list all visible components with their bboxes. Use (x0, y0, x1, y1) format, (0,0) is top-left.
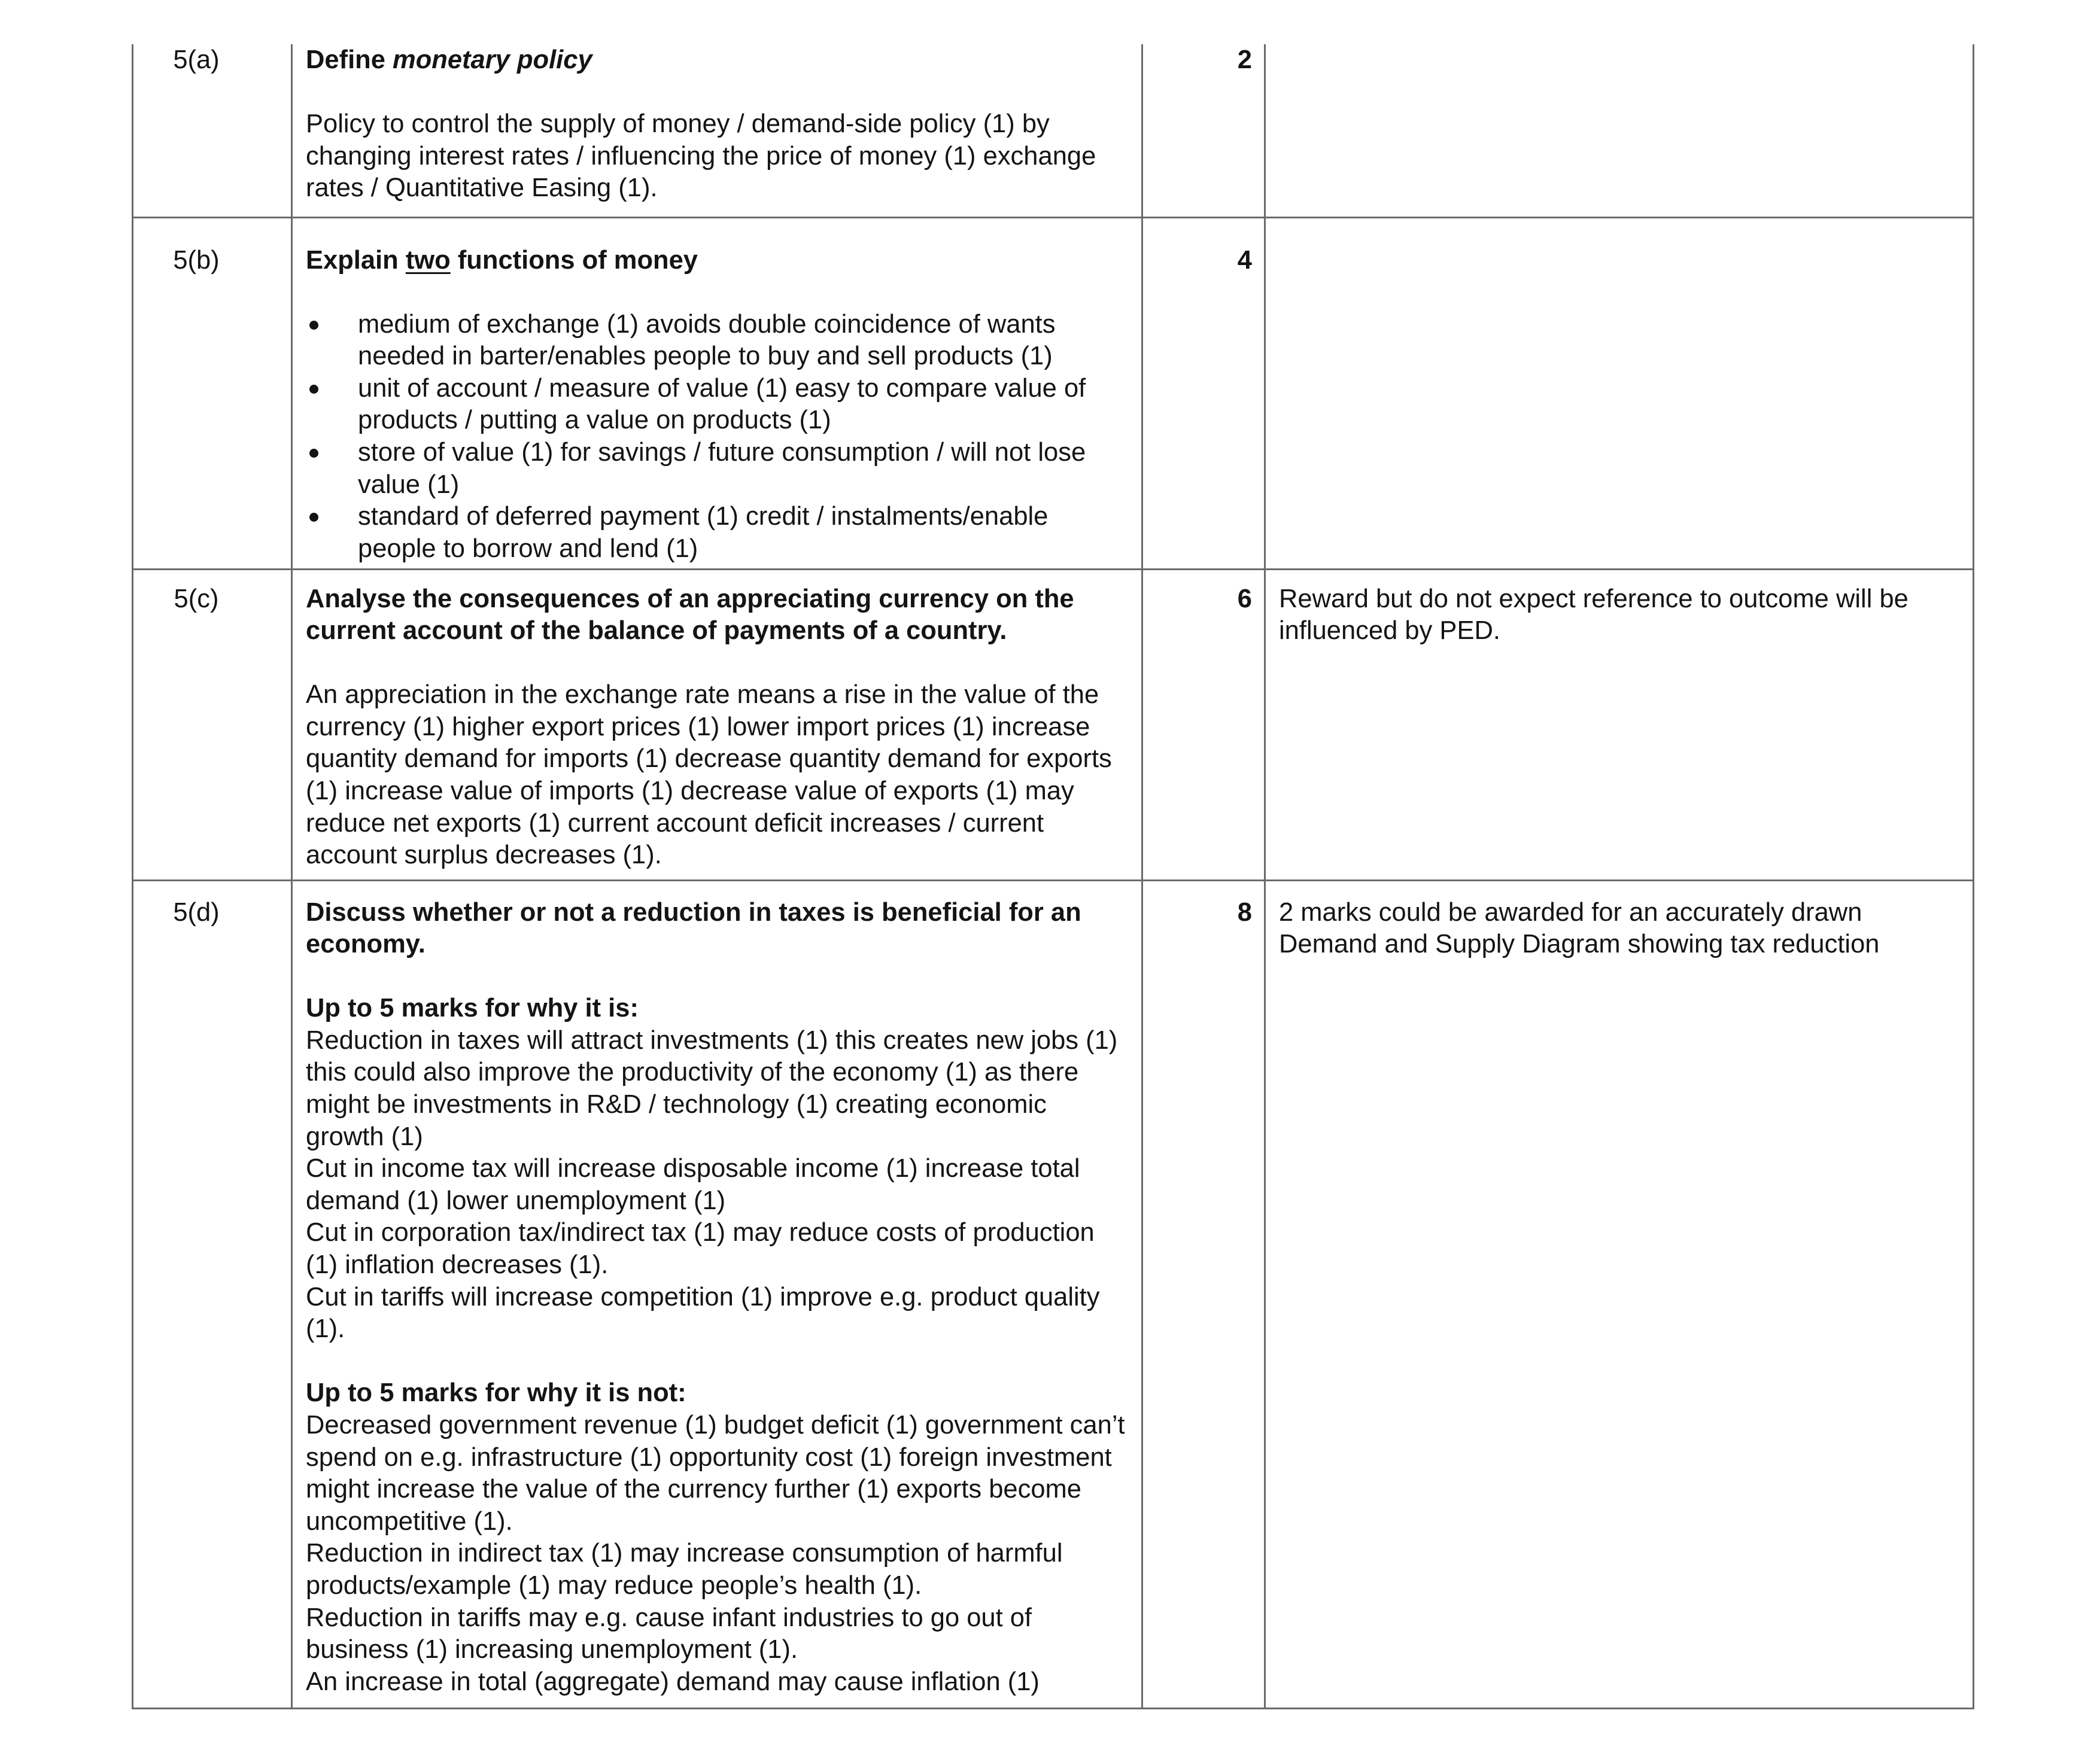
question-number-cell (133, 44, 292, 217)
answer-text: An appreciation in the exchange rate means a rise in the value of the currency (1) higher export prices (1) lower import prices (1) increase quantity demand for imports (1) decrease quantity demand for exports (1) increase value of imports (1) decrease value of exports (1) may reduce net exports (1) current account deficit increases / current account surplus decreases (1). (306, 680, 1112, 870)
guidance-cell (1265, 880, 1974, 1708)
answer-cell (292, 217, 1142, 569)
question-row-5b (133, 217, 1974, 569)
bullet-list (306, 309, 1128, 565)
question-number-cell (133, 217, 292, 569)
guidance-cell (1265, 569, 1974, 880)
marks-value: 8 (1237, 897, 1252, 927)
question-number: 5(a) (173, 45, 220, 74)
answer-cell (292, 44, 1142, 217)
guidance-text: 2 marks could be awarded for an accurately drawn Demand and Supply Diagram showing tax reduction (1279, 897, 1880, 959)
list-item (306, 309, 1128, 373)
title-prefix: Define (306, 45, 385, 74)
point-text: Cut in corporation tax/indirect tax (1) may reduce costs of production (1) inflation decreases (1). (306, 1218, 1095, 1280)
question-number-cell (133, 569, 292, 880)
marks-value: 4 (1237, 245, 1252, 275)
question-number: 5(c) (174, 584, 219, 613)
question-title: Discuss whether or not a reduction in taxes is beneficial for an economy. (306, 897, 1081, 959)
question-number: 5(b) (173, 245, 220, 275)
title-underlined: two (405, 245, 451, 275)
question-title (306, 232, 1128, 277)
section-heading-is: Up to 5 marks for why it is: (306, 994, 639, 1023)
guidance-cell (1265, 44, 1974, 217)
marks-cell (1142, 569, 1265, 880)
marks-cell (1142, 880, 1265, 1708)
bullet-icon (309, 385, 318, 394)
list-item-text: unit of account / measure of value (1) easy to compare value of products / putting a value on products (1) (358, 373, 1086, 435)
point-text: Reduction in tariffs may e.g. cause infant industries to go out of business (1) increasing unemployment (1). (306, 1603, 1032, 1664)
question-number-cell (133, 880, 292, 1708)
point-text: Reduction in taxes will attract investments (1) this creates new jobs (1) this could also improve the productivity of the economy (1) as there might be investments in R&D / technology (1) creating economic growth (1) (306, 1025, 1118, 1151)
list-item (306, 437, 1128, 501)
section-heading-is-not: Up to 5 marks for why it is not: (306, 1378, 686, 1408)
point-text: Cut in income tax will increase disposable income (1) increase total demand (1) lower unemployment (1) (306, 1154, 1080, 1215)
title-term: monetary policy (393, 45, 592, 74)
list-item-text: standard of deferred payment (1) credit / instalments/enable people to borrow and lend (1) (358, 502, 1049, 563)
question-row-5a (133, 44, 1974, 217)
bullet-icon (309, 513, 318, 522)
answer-cell (292, 569, 1142, 880)
answer-text: Policy to control the supply of money / demand-side policy (1) by changing interest rates / influencing the price of money (1) exchange rates / Quantitative Easing (1). (306, 109, 1096, 203)
question-row-5d (133, 880, 1974, 1708)
point-text: Decreased government revenue (1) budget deficit (1) government can’t spend on e.g. infrastructure (1) opportunity cost (1) foreign investment might increase the value of the currency further (1) exports become uncompetitive (1). (306, 1411, 1125, 1536)
bullet-icon (309, 321, 318, 330)
marks-value: 6 (1237, 584, 1252, 613)
list-item-text: store of value (1) for savings / future consumption / will not lose value (1) (358, 438, 1086, 499)
bullet-icon (309, 449, 318, 458)
question-title (306, 44, 1128, 77)
title-suffix: functions of money (457, 245, 698, 275)
marks-value: 2 (1237, 45, 1252, 74)
list-item (306, 373, 1128, 437)
list-item-text: medium of exchange (1) avoids double coincidence of wants needed in barter/enables people to buy and sell products (1) (358, 309, 1056, 371)
list-item (306, 501, 1128, 565)
question-row-5c (133, 569, 1974, 880)
marks-cell (1142, 217, 1265, 569)
point-text: Cut in tariffs will increase competition (1) improve e.g. product quality (1). (306, 1282, 1100, 1344)
title-prefix: Explain (306, 245, 399, 275)
point-text: Reduction in indirect tax (1) may increase consumption of harmful products/example (1) may reduce people’s health (1). (306, 1539, 1063, 1600)
question-number: 5(d) (173, 897, 220, 927)
question-title: Analyse the consequences of an appreciating currency on the current account of the balance of payments of a country. (306, 584, 1074, 646)
guidance-cell (1265, 217, 1974, 569)
answer-cell (292, 880, 1142, 1708)
mark-scheme-table (132, 44, 1974, 1709)
guidance-text: Reward but do not expect reference to outcome will be influenced by PED. (1279, 584, 1908, 646)
point-text: An increase in total (aggregate) demand may cause inflation (1) (306, 1667, 1040, 1696)
marks-cell (1142, 44, 1265, 217)
